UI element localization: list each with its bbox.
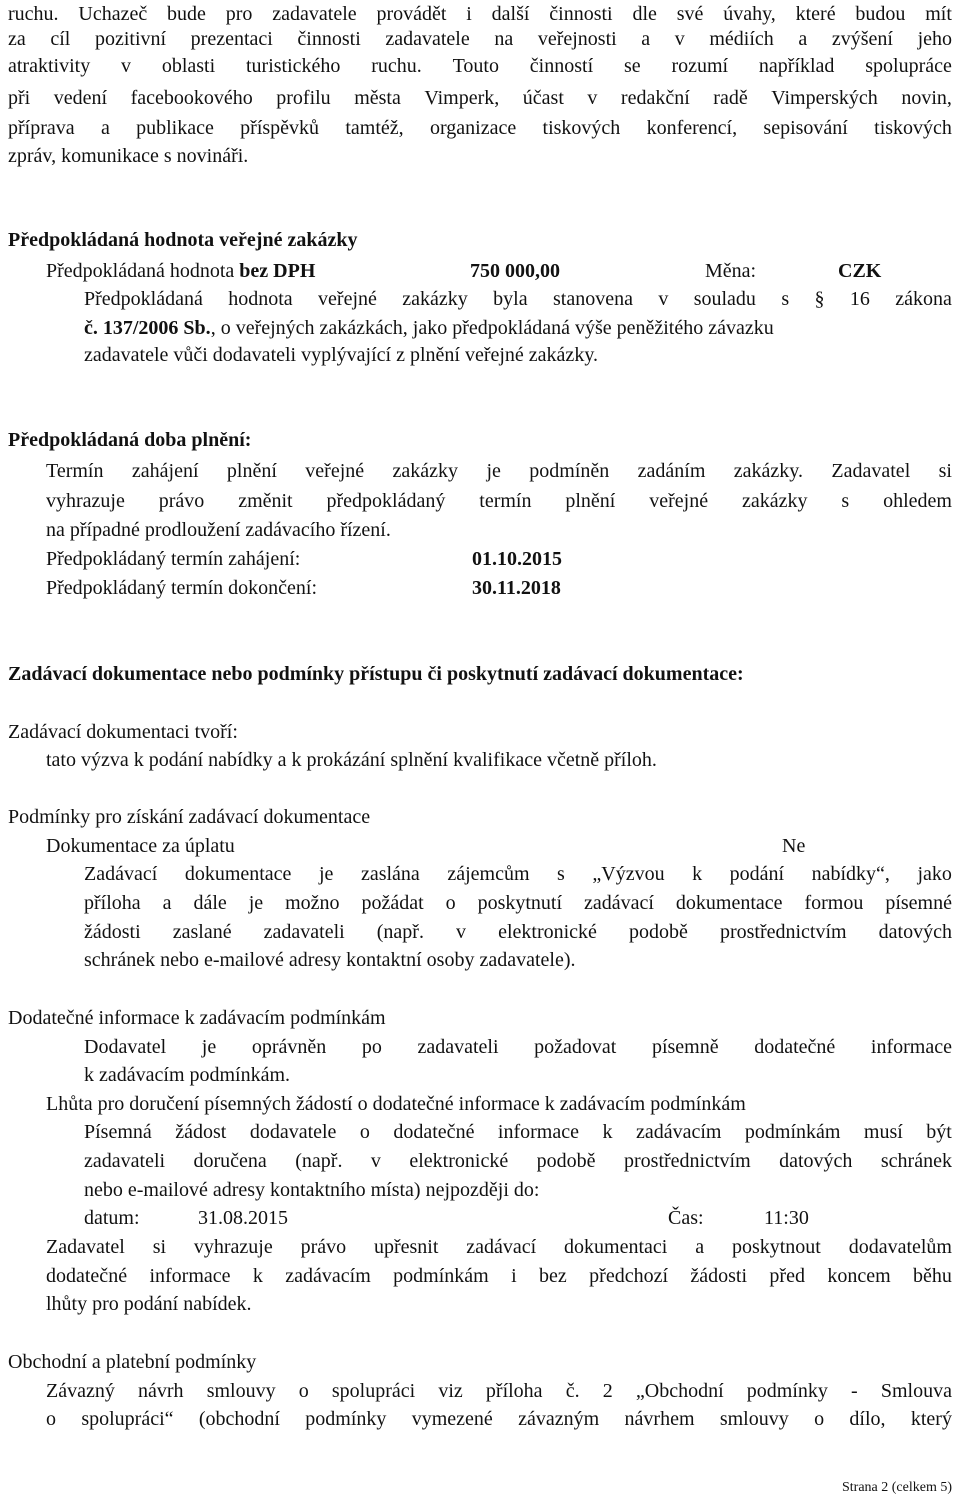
deadline-line-2: zadavateli doručena (např. v elektronické podobě prostřednictvím datových schránek (84, 1150, 952, 1172)
additional-info-line-1: Dodavatel je oprávněn po zadavateli požadovat písemně dodatečné informace (84, 1036, 952, 1058)
intro-line-4: při vedení facebookového profilu města Vimperk, účast v redakční radě Vimperských novin, (8, 87, 952, 109)
duration-line-3: na případné prodloužení zadávacího řízení. (46, 519, 391, 541)
docs-conditions-line-3: žádosti zaslané zadavateli (např. v elektronické podobě prostřednictvím datových (84, 921, 952, 943)
page-number: Strana 2 (celkem 5) (841, 1480, 952, 1495)
intro-line-5: příprava a publikace příspěvků tamtéž, organizace tiskových konferencí, sepisování tiskových (8, 117, 952, 139)
start-date-label: Předpokládaný termín zahájení: (46, 548, 301, 570)
law-reference: č. 137/2006 Sb. (84, 317, 211, 339)
docs-conditions-line-4: schránek nebo e-mailové adresy kontaktní osoby zadavatele). (84, 949, 576, 971)
value-note-line-2-rest: , o veřejných zakázkách, jako předpokládaná výše peněžitého závazku (210, 317, 774, 339)
currency-value: CZK (838, 260, 882, 282)
additional-info-line-2: k zadávacím podmínkám. (84, 1064, 291, 1086)
intro-line-1: ruchu. Uchazeč bude pro zadavatele provádět i další činnosti dle své úvahy, které budou mít (8, 3, 952, 25)
end-date-label: Předpokládaný termín dokončení: (46, 577, 318, 599)
duration-line-1: Termín zahájení plnění veřejné zakázky je podmíněn zadáním zakázky. Zadavatel si (46, 460, 952, 482)
deadline-time-value: 11:30 (764, 1207, 809, 1229)
deadline-line-1: Písemná žádost dodavatele o dodatečné informace k zadávacím podmínkám musí být (84, 1121, 952, 1143)
start-date-value: 01.10.2015 (472, 548, 562, 570)
deadline-time-label: Čas: (668, 1207, 704, 1229)
docs-conditions-line-2: příloha a dále je možno požádat o poskytnutí zadávací dokumentace formou písemné (84, 892, 952, 914)
deadline-heading: Lhůta pro doručení písemných žádostí o dodatečné informace k zadávacím podmínkám (46, 1093, 746, 1115)
currency-label: Měna: (705, 260, 757, 282)
intro-line-6: zpráv, komunikace s novináři. (8, 145, 249, 167)
value-note-line-1: Předpokládaná hodnota veřejné zakázky byla stanovena v souladu s § 16 zákona (84, 288, 952, 310)
docs-conditions-line-1: Zadávací dokumentace je zaslána zájemcům s „Výzvou k podání nabídky“, jako (84, 863, 952, 885)
terms-line-1: Závazný návrh smlouvy o spolupráci viz příloha č. 2 „Obchodní podmínky - Smlouva (46, 1380, 952, 1402)
reserve-line-1: Zadavatel si vyhrazuje právo upřesnit zadávací dokumentaci a poskytnout dodavatelům (46, 1236, 952, 1258)
reserve-line-2: dodatečné informace k zadávacím podmínkám i bez předchozí žádosti před koncem běhu (46, 1265, 952, 1287)
terms-line-2: o spolupráci“ (obchodní podmínky vymezené závazným návrhem smlouvy o dílo, který (46, 1408, 952, 1430)
docs-paid-label: Dokumentace za úplatu (46, 835, 235, 857)
docs-consists-label: Zadávací dokumentaci tvoří: (8, 721, 238, 743)
deadline-date-value: 31.08.2015 (198, 1207, 288, 1229)
value-label (46, 257, 315, 285)
value-heading: Předpokládaná hodnota veřejné zakázky (8, 229, 358, 251)
value-amount: 750 000,00 (470, 260, 560, 282)
intro-line-2: za cíl pozitivní prezentaci činnosti zadavatele na veřejnosti a v médiích a zvýšení jeho (8, 28, 952, 50)
docs-consists-text: tato výzva k podání nabídky a k prokázání splnění kvalifikace včetně příloh. (46, 749, 657, 771)
duration-line-2: vyhrazuje právo změnit předpokládaný termín plnění veřejné zakázky s ohledem (46, 490, 952, 512)
docs-paid-value: Ne (782, 835, 806, 857)
deadline-date-label: datum: (84, 1207, 140, 1229)
terms-heading: Obchodní a platební podmínky (8, 1351, 257, 1373)
value-note-line-3: zadavatele vůči dodavateli vyplývající z plnění veřejné zakázky. (84, 344, 599, 366)
docs-heading: Zadávací dokumentace nebo podmínky přístupu či poskytnutí zadávací dokumentace: (8, 663, 744, 685)
docs-conditions-heading: Podmínky pro získání zadávací dokumentace (8, 806, 371, 828)
value-label-bold: bez DPH (239, 260, 316, 282)
duration-heading: Předpokládaná doba plnění: (8, 429, 252, 451)
reserve-line-3: lhůty pro podání nabídek. (46, 1293, 252, 1315)
additional-info-heading: Dodatečné informace k zadávacím podmínkám (8, 1007, 386, 1029)
end-date-value: 30.11.2018 (472, 577, 561, 599)
deadline-line-3: nebo e-mailové adresy kontaktního místa) nejpozději do: (84, 1179, 540, 1201)
intro-line-3: atraktivity v oblasti turistického ruchu. Touto činností se rozumí například spolupráce (8, 55, 952, 77)
value-label-prefix: Předpokládaná hodnota (46, 260, 240, 282)
value-note-line-2 (84, 314, 774, 342)
